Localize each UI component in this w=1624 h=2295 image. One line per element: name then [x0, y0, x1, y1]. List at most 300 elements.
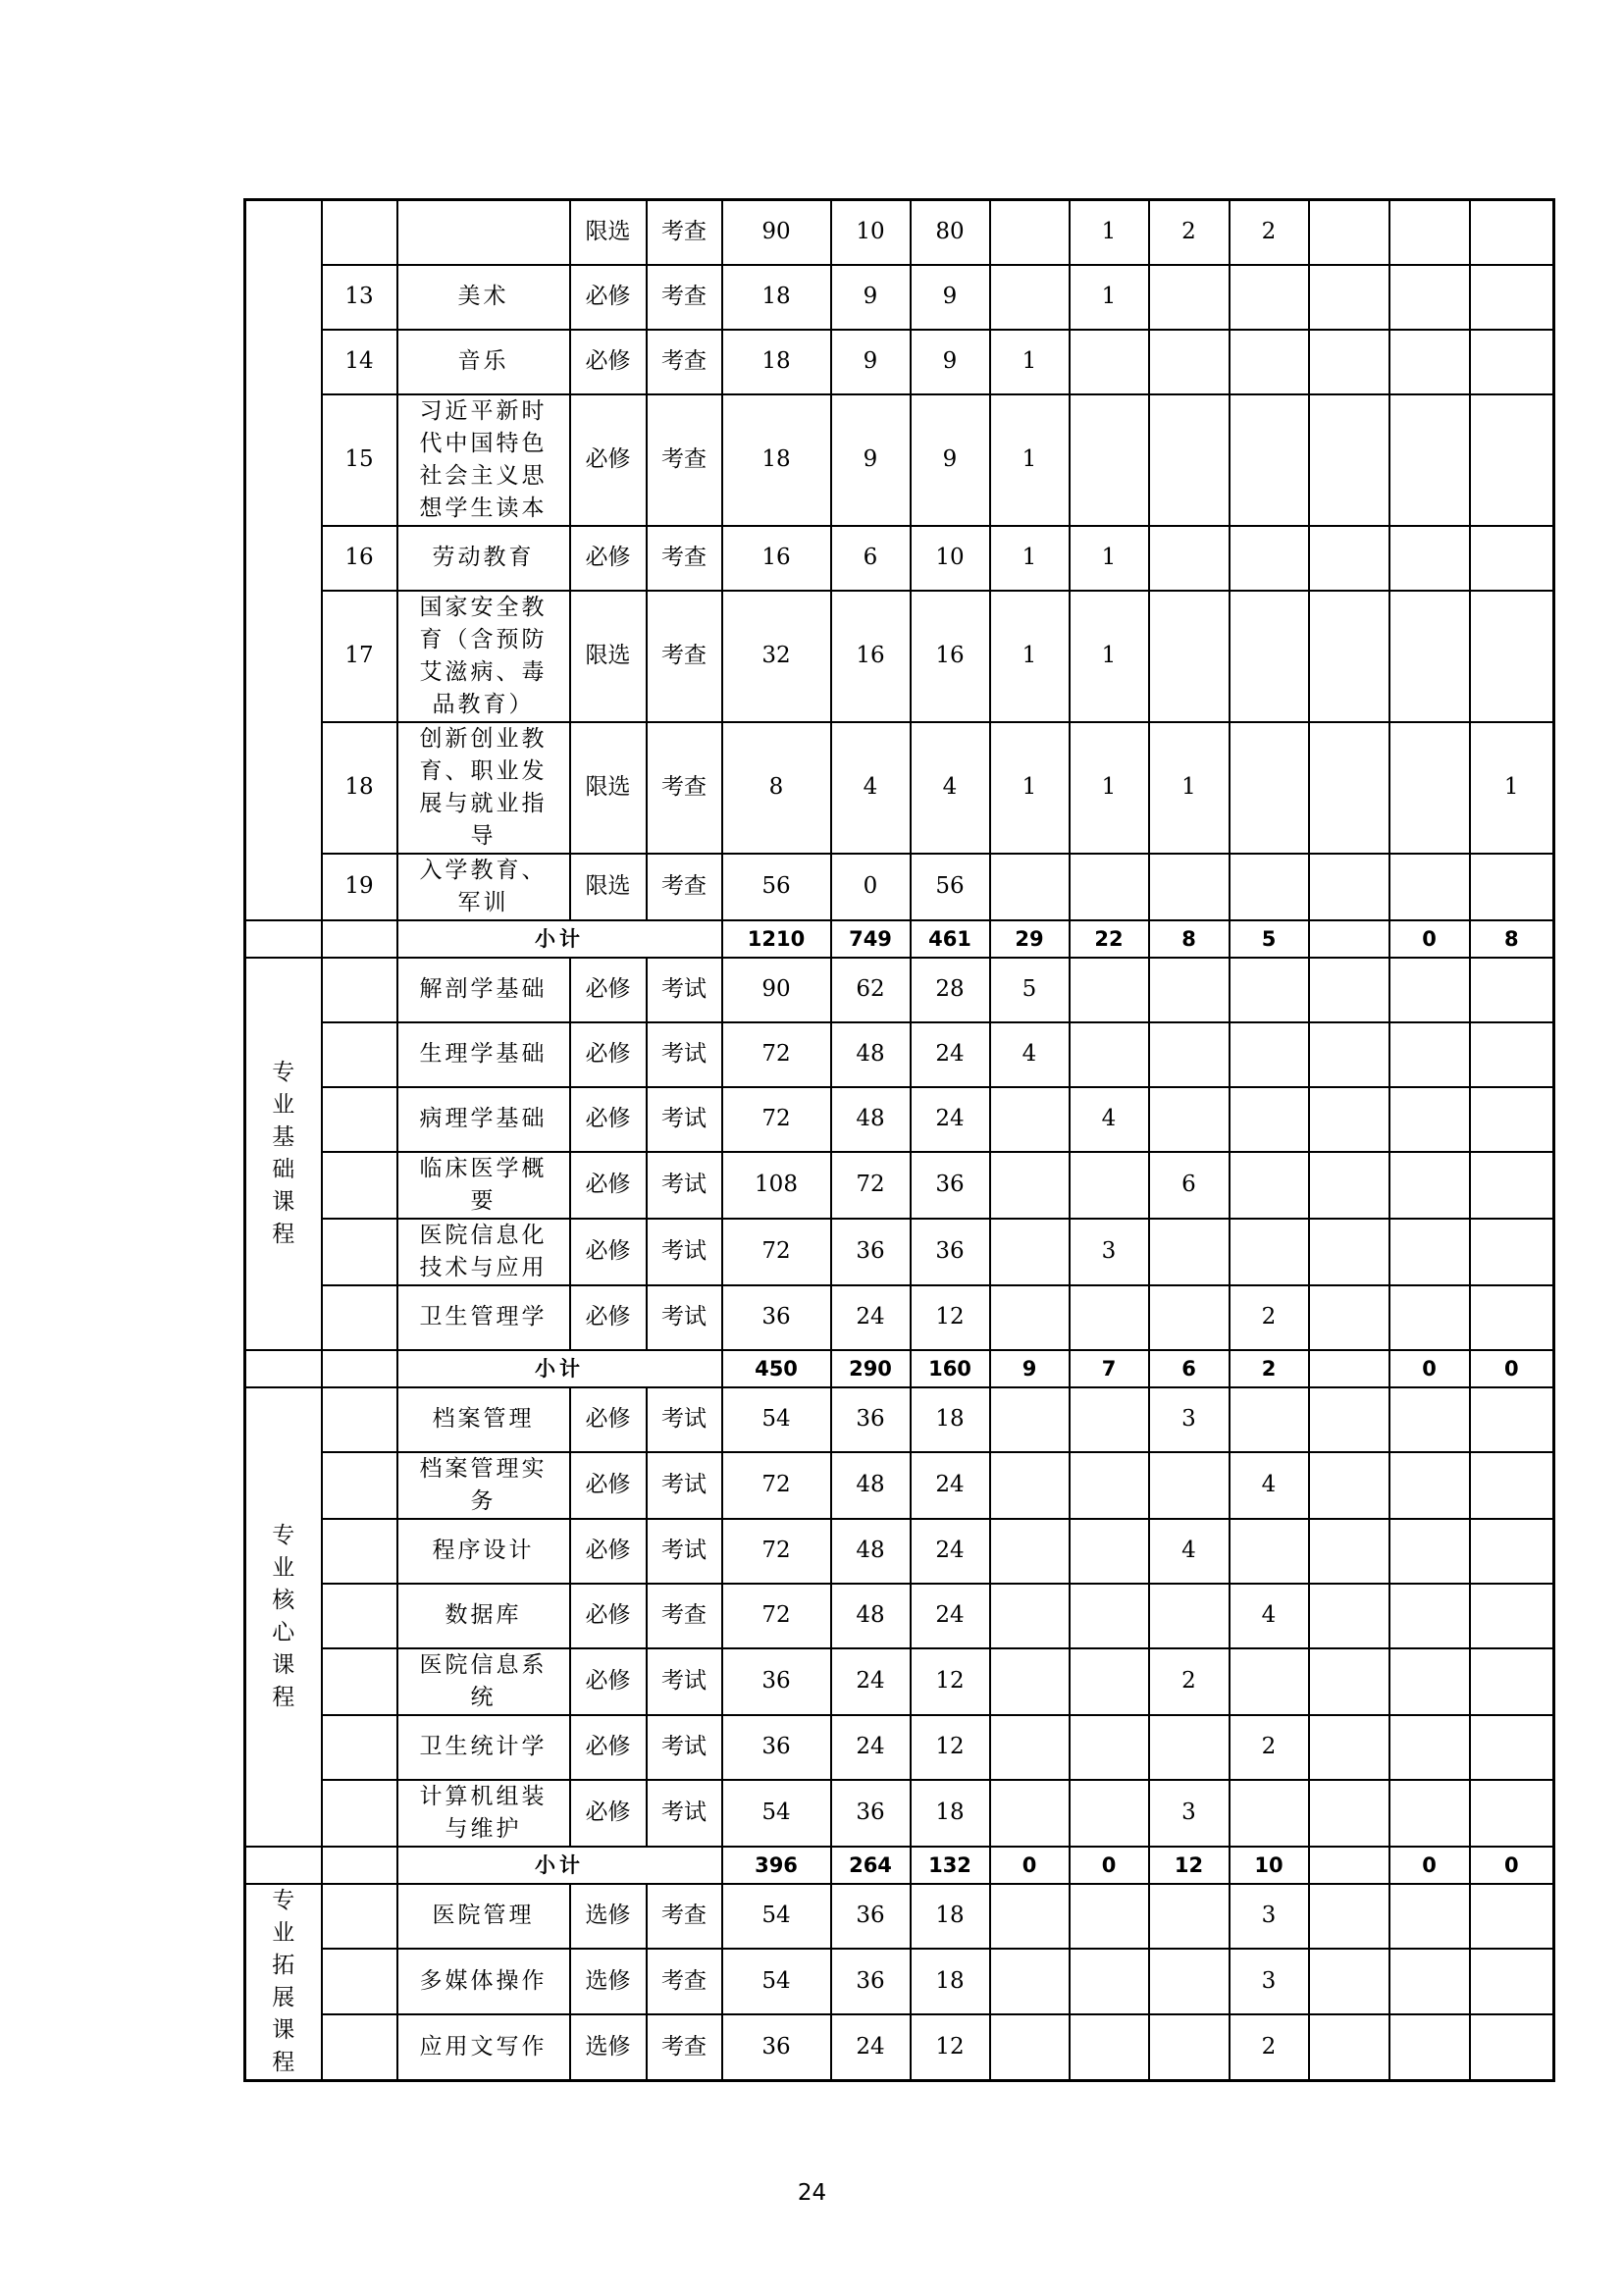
- subtotal-theory-hours-cell: 749: [831, 920, 911, 958]
- semester-5-cell: [1309, 1452, 1389, 1519]
- practice-hours-cell: 9: [911, 394, 990, 526]
- exam-method-cell: 考查: [647, 2014, 722, 2080]
- semester-1-cell: [990, 1387, 1070, 1452]
- exam-method-cell: 考试: [647, 1780, 722, 1847]
- course-name-cell: [397, 200, 570, 265]
- theory-hours-cell: 48: [831, 1022, 911, 1087]
- theory-hours-cell: 36: [831, 1884, 911, 1950]
- course-number-cell: [322, 1715, 397, 1780]
- semester-5-cell: [1309, 526, 1389, 591]
- course-name-cell: 医院信息系统: [397, 1648, 570, 1715]
- subtotal-semester-3-cell: 6: [1149, 1350, 1230, 1387]
- table-row: [245, 1452, 1554, 1519]
- semester-3-cell: [1149, 1087, 1230, 1152]
- total-hours-cell: 54: [722, 1387, 831, 1452]
- semester-6-cell: [1389, 1152, 1470, 1219]
- practice-hours-cell: 80: [911, 200, 990, 265]
- theory-hours-cell: 36: [831, 1387, 911, 1452]
- subtotal-practice-hours-cell: 132: [911, 1847, 990, 1884]
- exam-method-cell: 考查: [647, 265, 722, 330]
- total-hours-cell: 72: [722, 1219, 831, 1285]
- practice-hours-cell: 9: [911, 265, 990, 330]
- semester-1-cell: [990, 1087, 1070, 1152]
- semester-7-cell: [1470, 1949, 1554, 2014]
- course-name-cell: 音乐: [397, 330, 570, 394]
- exam-method-cell: 考查: [647, 394, 722, 526]
- exam-method-cell: 考试: [647, 1152, 722, 1219]
- semester-4-cell: 2: [1230, 2014, 1309, 2080]
- semester-4-cell: [1230, 1087, 1309, 1152]
- semester-4-cell: [1230, 1519, 1309, 1584]
- course-name-cell: 劳动教育: [397, 526, 570, 591]
- practice-hours-cell: 24: [911, 1022, 990, 1087]
- semester-2-cell: 1: [1070, 722, 1149, 854]
- subtotal-blank-cell: [322, 1350, 397, 1387]
- semester-3-cell: [1149, 330, 1230, 394]
- semester-4-cell: 4: [1230, 1584, 1309, 1648]
- semester-1-cell: 1: [990, 394, 1070, 526]
- semester-5-cell: [1309, 1519, 1389, 1584]
- course-name-cell: 临床医学概要: [397, 1152, 570, 1219]
- semester-6-cell: [1389, 1949, 1470, 2014]
- table-row: [245, 1087, 1554, 1152]
- semester-7-cell: [1470, 2014, 1554, 2080]
- semester-2-cell: 1: [1070, 265, 1149, 330]
- theory-hours-cell: 9: [831, 394, 911, 526]
- course-number-cell: [322, 2014, 397, 2080]
- semester-6-cell: [1389, 200, 1470, 265]
- theory-hours-cell: 62: [831, 958, 911, 1022]
- subtotal-total-hours-cell: 450: [722, 1350, 831, 1387]
- semester-6-cell: [1389, 526, 1470, 591]
- course-type-cell: 限选: [570, 854, 647, 920]
- course-number-cell: [322, 1152, 397, 1219]
- semester-3-cell: 2: [1149, 200, 1230, 265]
- table-row: [245, 2014, 1554, 2080]
- total-hours-cell: 36: [722, 2014, 831, 2080]
- total-hours-cell: 18: [722, 394, 831, 526]
- semester-7-cell: [1470, 526, 1554, 591]
- table-row: [245, 394, 1554, 526]
- exam-method-cell: 考试: [647, 1452, 722, 1519]
- semester-7-cell: [1470, 200, 1554, 265]
- theory-hours-cell: 9: [831, 265, 911, 330]
- page-number: 24: [797, 2180, 827, 2206]
- semester-6-cell: [1389, 394, 1470, 526]
- semester-7-cell: [1470, 394, 1554, 526]
- course-type-cell: 必修: [570, 394, 647, 526]
- total-hours-cell: 72: [722, 1519, 831, 1584]
- semester-2-cell: [1070, 958, 1149, 1022]
- course-name-cell: 多媒体操作: [397, 1949, 570, 2014]
- practice-hours-cell: 12: [911, 2014, 990, 2080]
- semester-6-cell: [1389, 958, 1470, 1022]
- exam-method-cell: 考查: [647, 1884, 722, 1950]
- course-name-cell: 习近平新时代中国特色社会主义思想学生读本: [397, 394, 570, 526]
- course-name-cell: 国家安全教育（含预防艾滋病、毒品教育）: [397, 591, 570, 722]
- total-hours-cell: 18: [722, 330, 831, 394]
- theory-hours-cell: 16: [831, 591, 911, 722]
- table-row: [245, 1715, 1554, 1780]
- subtotal-semester-1-cell: 9: [990, 1350, 1070, 1387]
- theory-hours-cell: 6: [831, 526, 911, 591]
- semester-4-cell: 2: [1230, 200, 1309, 265]
- course-type-cell: 必修: [570, 1519, 647, 1584]
- semester-1-cell: [990, 2014, 1070, 2080]
- course-name-cell: 入学教育、军训: [397, 854, 570, 920]
- course-type-cell: 必修: [570, 1219, 647, 1285]
- course-name-cell: 解剖学基础: [397, 958, 570, 1022]
- semester-2-cell: [1070, 1648, 1149, 1715]
- semester-4-cell: 4: [1230, 1452, 1309, 1519]
- practice-hours-cell: 18: [911, 1780, 990, 1847]
- table-row: [245, 1884, 1554, 1950]
- total-hours-cell: 18: [722, 265, 831, 330]
- semester-1-cell: 1: [990, 330, 1070, 394]
- semester-3-cell: 4: [1149, 1519, 1230, 1584]
- semester-5-cell: [1309, 1715, 1389, 1780]
- subtotal-row: [245, 920, 1554, 958]
- semester-3-cell: [1149, 854, 1230, 920]
- semester-4-cell: [1230, 394, 1309, 526]
- semester-3-cell: 6: [1149, 1152, 1230, 1219]
- total-hours-cell: 54: [722, 1780, 831, 1847]
- total-hours-cell: 72: [722, 1452, 831, 1519]
- total-hours-cell: 108: [722, 1152, 831, 1219]
- semester-3-cell: [1149, 2014, 1230, 2080]
- semester-2-cell: [1070, 1022, 1149, 1087]
- total-hours-cell: 56: [722, 854, 831, 920]
- semester-4-cell: [1230, 591, 1309, 722]
- course-type-cell: 必修: [570, 526, 647, 591]
- table-row: [245, 958, 1554, 1022]
- semester-5-cell: [1309, 394, 1389, 526]
- course-type-cell: 选修: [570, 1949, 647, 2014]
- theory-hours-cell: 36: [831, 1949, 911, 2014]
- semester-3-cell: [1149, 1285, 1230, 1350]
- course-name-cell: 数据库: [397, 1584, 570, 1648]
- semester-7-cell: [1470, 265, 1554, 330]
- course-number-cell: [322, 1648, 397, 1715]
- semester-1-cell: 1: [990, 526, 1070, 591]
- course-group-cell: 专业核心课程: [245, 1387, 322, 1847]
- course-name-cell: 美术: [397, 265, 570, 330]
- theory-hours-cell: 24: [831, 1715, 911, 1780]
- course-number-cell: 14: [322, 330, 397, 394]
- total-hours-cell: 54: [722, 1949, 831, 2014]
- semester-2-cell: [1070, 1452, 1149, 1519]
- practice-hours-cell: 18: [911, 1387, 990, 1452]
- course-type-cell: 限选: [570, 591, 647, 722]
- semester-1-cell: [990, 1949, 1070, 2014]
- exam-method-cell: 考查: [647, 1584, 722, 1648]
- subtotal-semester-2-cell: 0: [1070, 1847, 1149, 1884]
- subtotal-blank-cell: [322, 920, 397, 958]
- semester-5-cell: [1309, 265, 1389, 330]
- semester-6-cell: [1389, 1884, 1470, 1950]
- course-number-cell: [322, 1780, 397, 1847]
- theory-hours-cell: 24: [831, 1648, 911, 1715]
- theory-hours-cell: 10: [831, 200, 911, 265]
- semester-4-cell: 2: [1230, 1285, 1309, 1350]
- total-hours-cell: 72: [722, 1087, 831, 1152]
- semester-2-cell: 1: [1070, 526, 1149, 591]
- semester-4-cell: [1230, 265, 1309, 330]
- semester-6-cell: [1389, 1519, 1470, 1584]
- semester-1-cell: [990, 265, 1070, 330]
- subtotal-row: [245, 1847, 1554, 1884]
- semester-7-cell: [1470, 1648, 1554, 1715]
- theory-hours-cell: 36: [831, 1780, 911, 1847]
- semester-4-cell: [1230, 1022, 1309, 1087]
- semester-2-cell: [1070, 1152, 1149, 1219]
- semester-5-cell: [1309, 1648, 1389, 1715]
- table-row: [245, 200, 1554, 265]
- semester-2-cell: [1070, 1715, 1149, 1780]
- semester-4-cell: [1230, 330, 1309, 394]
- subtotal-semester-1-cell: 0: [990, 1847, 1070, 1884]
- exam-method-cell: 考试: [647, 958, 722, 1022]
- exam-method-cell: 考查: [647, 854, 722, 920]
- total-hours-cell: 54: [722, 1884, 831, 1950]
- table-row: [245, 1648, 1554, 1715]
- semester-2-cell: [1070, 2014, 1149, 2080]
- semester-5-cell: [1309, 330, 1389, 394]
- semester-7-cell: [1470, 330, 1554, 394]
- exam-method-cell: 考试: [647, 1648, 722, 1715]
- table-row: [245, 1780, 1554, 1847]
- subtotal-semester-6-cell: 0: [1389, 1847, 1470, 1884]
- semester-4-cell: [1230, 1387, 1309, 1452]
- subtotal-semester-7-cell: 0: [1470, 1847, 1554, 1884]
- semester-4-cell: [1230, 958, 1309, 1022]
- course-type-cell: 选修: [570, 1884, 647, 1950]
- total-hours-cell: 90: [722, 200, 831, 265]
- total-hours-cell: 72: [722, 1022, 831, 1087]
- course-number-cell: [322, 1219, 397, 1285]
- table-row: [245, 1584, 1554, 1648]
- table-row: [245, 1949, 1554, 2014]
- course-type-cell: 必修: [570, 1452, 647, 1519]
- course-type-cell: 必修: [570, 1022, 647, 1087]
- semester-1-cell: [990, 1152, 1070, 1219]
- practice-hours-cell: 36: [911, 1219, 990, 1285]
- subtotal-semester-5-cell: [1309, 1350, 1389, 1387]
- exam-method-cell: 考试: [647, 1519, 722, 1584]
- semester-7-cell: [1470, 1780, 1554, 1847]
- course-number-cell: [322, 1022, 397, 1087]
- subtotal-semester-3-cell: 8: [1149, 920, 1230, 958]
- semester-6-cell: [1389, 1219, 1470, 1285]
- semester-1-cell: 1: [990, 722, 1070, 854]
- table-row: [245, 330, 1554, 394]
- semester-3-cell: [1149, 1884, 1230, 1950]
- course-name-cell: 档案管理: [397, 1387, 570, 1452]
- subtotal-semester-6-cell: 0: [1389, 1350, 1470, 1387]
- theory-hours-cell: 48: [831, 1452, 911, 1519]
- semester-6-cell: [1389, 1584, 1470, 1648]
- exam-method-cell: 考查: [647, 526, 722, 591]
- practice-hours-cell: 12: [911, 1715, 990, 1780]
- course-name-cell: 病理学基础: [397, 1087, 570, 1152]
- course-name-cell: 卫生统计学: [397, 1715, 570, 1780]
- semester-2-cell: [1070, 854, 1149, 920]
- semester-6-cell: [1389, 1452, 1470, 1519]
- semester-7-cell: [1470, 1519, 1554, 1584]
- semester-7-cell: [1470, 1219, 1554, 1285]
- semester-3-cell: [1149, 526, 1230, 591]
- subtotal-semester-4-cell: 5: [1230, 920, 1309, 958]
- course-number-cell: [322, 200, 397, 265]
- practice-hours-cell: 10: [911, 526, 990, 591]
- semester-5-cell: [1309, 1949, 1389, 2014]
- semester-6-cell: [1389, 1780, 1470, 1847]
- table-row: [245, 1219, 1554, 1285]
- practice-hours-cell: 36: [911, 1152, 990, 1219]
- semester-4-cell: 3: [1230, 1949, 1309, 2014]
- semester-6-cell: [1389, 265, 1470, 330]
- semester-7-cell: [1470, 1584, 1554, 1648]
- exam-method-cell: 考试: [647, 1715, 722, 1780]
- semester-5-cell: [1309, 1022, 1389, 1087]
- course-number-cell: 13: [322, 265, 397, 330]
- subtotal-label: 小计: [397, 1350, 722, 1387]
- exam-method-cell: 考试: [647, 1022, 722, 1087]
- semester-5-cell: [1309, 1387, 1389, 1452]
- practice-hours-cell: 16: [911, 591, 990, 722]
- semester-5-cell: [1309, 1219, 1389, 1285]
- semester-6-cell: [1389, 1022, 1470, 1087]
- subtotal-blank-cell: [245, 1847, 322, 1884]
- subtotal-label: 小计: [397, 1847, 722, 1884]
- theory-hours-cell: 0: [831, 854, 911, 920]
- semester-5-cell: [1309, 1584, 1389, 1648]
- semester-2-cell: [1070, 394, 1149, 526]
- semester-7-cell: [1470, 1087, 1554, 1152]
- total-hours-cell: 8: [722, 722, 831, 854]
- semester-3-cell: 3: [1149, 1387, 1230, 1452]
- semester-3-cell: 2: [1149, 1648, 1230, 1715]
- semester-3-cell: [1149, 1584, 1230, 1648]
- semester-2-cell: 4: [1070, 1087, 1149, 1152]
- course-name-cell: 卫生管理学: [397, 1285, 570, 1350]
- semester-3-cell: [1149, 1022, 1230, 1087]
- practice-hours-cell: 9: [911, 330, 990, 394]
- semester-1-cell: [990, 1780, 1070, 1847]
- semester-1-cell: 5: [990, 958, 1070, 1022]
- semester-7-cell: [1470, 1387, 1554, 1452]
- table-row: [245, 1022, 1554, 1087]
- course-type-cell: 必修: [570, 1387, 647, 1452]
- practice-hours-cell: 28: [911, 958, 990, 1022]
- exam-method-cell: 考查: [647, 200, 722, 265]
- table-row: [245, 265, 1554, 330]
- total-hours-cell: 32: [722, 591, 831, 722]
- course-type-cell: 限选: [570, 722, 647, 854]
- course-number-cell: [322, 1087, 397, 1152]
- semester-6-cell: [1389, 1715, 1470, 1780]
- course-type-cell: 必修: [570, 1780, 647, 1847]
- semester-2-cell: [1070, 1519, 1149, 1584]
- exam-method-cell: 考试: [647, 1219, 722, 1285]
- practice-hours-cell: 56: [911, 854, 990, 920]
- table-row: [245, 526, 1554, 591]
- subtotal-semester-2-cell: 7: [1070, 1350, 1149, 1387]
- course-number-cell: [322, 958, 397, 1022]
- total-hours-cell: 72: [722, 1584, 831, 1648]
- total-hours-cell: 36: [722, 1648, 831, 1715]
- curriculum-table: [243, 198, 1555, 2082]
- table-row: [245, 722, 1554, 854]
- course-group-cell: 专业拓展课程: [245, 1884, 322, 2081]
- course-number-cell: 18: [322, 722, 397, 854]
- course-type-cell: 必修: [570, 1715, 647, 1780]
- theory-hours-cell: 48: [831, 1519, 911, 1584]
- practice-hours-cell: 24: [911, 1584, 990, 1648]
- semester-7-cell: [1470, 591, 1554, 722]
- semester-7-cell: [1470, 1452, 1554, 1519]
- practice-hours-cell: 24: [911, 1087, 990, 1152]
- practice-hours-cell: 18: [911, 1949, 990, 2014]
- course-number-cell: [322, 1387, 397, 1452]
- exam-method-cell: 考查: [647, 591, 722, 722]
- course-type-cell: 必修: [570, 265, 647, 330]
- semester-5-cell: [1309, 200, 1389, 265]
- practice-hours-cell: 24: [911, 1519, 990, 1584]
- subtotal-practice-hours-cell: 461: [911, 920, 990, 958]
- subtotal-semester-4-cell: 10: [1230, 1847, 1309, 1884]
- course-type-cell: 必修: [570, 1648, 647, 1715]
- course-name-cell: 程序设计: [397, 1519, 570, 1584]
- semester-5-cell: [1309, 1152, 1389, 1219]
- semester-4-cell: [1230, 1152, 1309, 1219]
- practice-hours-cell: 18: [911, 1884, 990, 1950]
- semester-1-cell: [990, 1584, 1070, 1648]
- semester-7-cell: [1470, 1715, 1554, 1780]
- subtotal-row: [245, 1350, 1554, 1387]
- semester-2-cell: [1070, 1780, 1149, 1847]
- table-row: [245, 1152, 1554, 1219]
- semester-2-cell: [1070, 1584, 1149, 1648]
- subtotal-practice-hours-cell: 160: [911, 1350, 990, 1387]
- semester-2-cell: [1070, 1884, 1149, 1950]
- semester-3-cell: 1: [1149, 722, 1230, 854]
- semester-5-cell: [1309, 854, 1389, 920]
- exam-method-cell: 考查: [647, 1949, 722, 2014]
- semester-5-cell: [1309, 1087, 1389, 1152]
- theory-hours-cell: 48: [831, 1584, 911, 1648]
- semester-6-cell: [1389, 1285, 1470, 1350]
- semester-1-cell: 1: [990, 591, 1070, 722]
- semester-2-cell: [1070, 1285, 1149, 1350]
- subtotal-semester-4-cell: 2: [1230, 1350, 1309, 1387]
- practice-hours-cell: 24: [911, 1452, 990, 1519]
- semester-5-cell: [1309, 958, 1389, 1022]
- course-number-cell: 16: [322, 526, 397, 591]
- semester-6-cell: [1389, 722, 1470, 854]
- theory-hours-cell: 48: [831, 1087, 911, 1152]
- semester-7-cell: [1470, 854, 1554, 920]
- semester-5-cell: [1309, 1884, 1389, 1950]
- subtotal-total-hours-cell: 396: [722, 1847, 831, 1884]
- course-number-cell: [322, 1884, 397, 1950]
- exam-method-cell: 考试: [647, 1285, 722, 1350]
- course-type-cell: 必修: [570, 1152, 647, 1219]
- semester-1-cell: [990, 1715, 1070, 1780]
- semester-1-cell: [990, 1285, 1070, 1350]
- course-number-cell: 17: [322, 591, 397, 722]
- semester-5-cell: [1309, 2014, 1389, 2080]
